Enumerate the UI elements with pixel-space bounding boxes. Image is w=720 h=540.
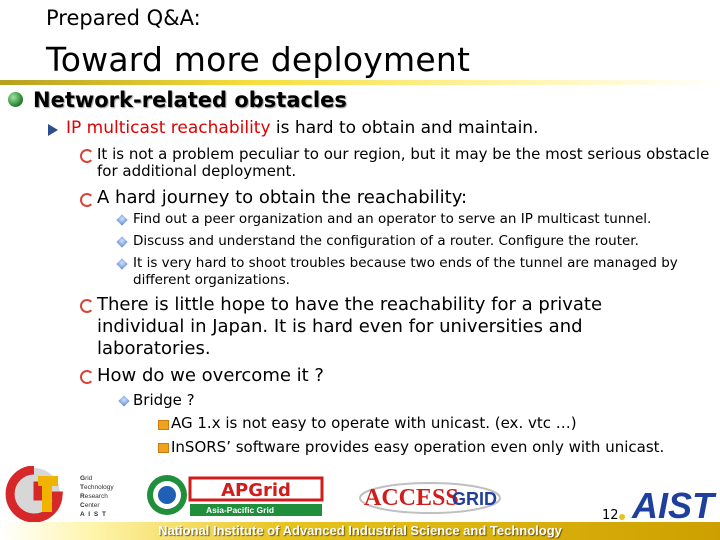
page-number: 12 <box>602 508 619 523</box>
list-item: A hard journey to obtain the reachability: <box>97 187 468 208</box>
section-heading: Network-related obstacles <box>33 88 347 112</box>
svg-text:Asia-Pacific Grid: Asia-Pacific Grid <box>206 505 275 515</box>
diamond-bullet-icon <box>116 258 127 269</box>
green-sphere-bullet-icon <box>8 92 23 107</box>
main-point-rest: is hard to obtain and maintain. <box>270 118 539 138</box>
svg-text:ACCESS: ACCESS <box>364 485 459 511</box>
swirl-bullet-icon <box>80 299 94 313</box>
swirl-bullet-icon <box>80 370 94 384</box>
diamond-bullet-icon <box>116 214 127 225</box>
highlight-term: IP multicast reachability <box>66 118 271 138</box>
list-item: How do we overcome it ? <box>97 365 324 386</box>
page-dot-icon <box>619 514 625 520</box>
list-item: Find out a peer organization and an operator to serve an IP multicast tunnel. <box>133 211 652 227</box>
list-item: It is not a problem peculiar to our region, but it may be the most serious obstacle for additional deployment. <box>97 145 710 180</box>
list-item: Discuss and understand the configuration of a router. Configure the router. <box>133 233 639 249</box>
list-item: There is little hope to have the reachability for a private individual in Japan. It is hard even for universities and laboratories. <box>97 294 603 359</box>
square-bullet-icon <box>158 443 169 453</box>
diamond-bullet-icon <box>118 395 129 406</box>
list-item: InSORS’ software provides easy operation even only with unicast. <box>171 438 665 456</box>
slide-subtitle: Prepared Q&A: <box>46 6 201 30</box>
title-divider <box>0 80 720 85</box>
access-grid-logo-icon <box>358 472 508 518</box>
list-item: It is very hard to shoot troubles because two ends of the tunnel are managed by different organizations. <box>133 255 678 288</box>
apgrid-logo-icon <box>146 472 328 518</box>
slide-title: Toward more deployment <box>46 40 471 79</box>
list-item: AG 1.x is not easy to operate with unicast. (ex. vtc …) <box>171 414 577 432</box>
triangle-bullet-icon <box>48 124 58 136</box>
svg-text:AIST: AIST <box>632 485 715 522</box>
main-point <box>66 118 539 138</box>
swirl-bullet-icon <box>80 149 94 163</box>
square-bullet-icon <box>158 420 169 430</box>
diamond-bullet-icon <box>116 236 127 247</box>
aist-logo-icon <box>628 484 720 522</box>
swirl-bullet-icon <box>80 193 94 207</box>
svg-text:GRID: GRID <box>452 489 497 509</box>
svg-text:APGrid: APGrid <box>221 480 291 501</box>
gtrc-wordmark: Grid Technology Research Center A I S T <box>80 475 114 518</box>
gtrc-logo-icon <box>4 466 74 522</box>
footer-organization: National Institute of Advanced Industrial Science and Technology <box>158 523 562 538</box>
list-item: Bridge ? <box>133 391 195 409</box>
